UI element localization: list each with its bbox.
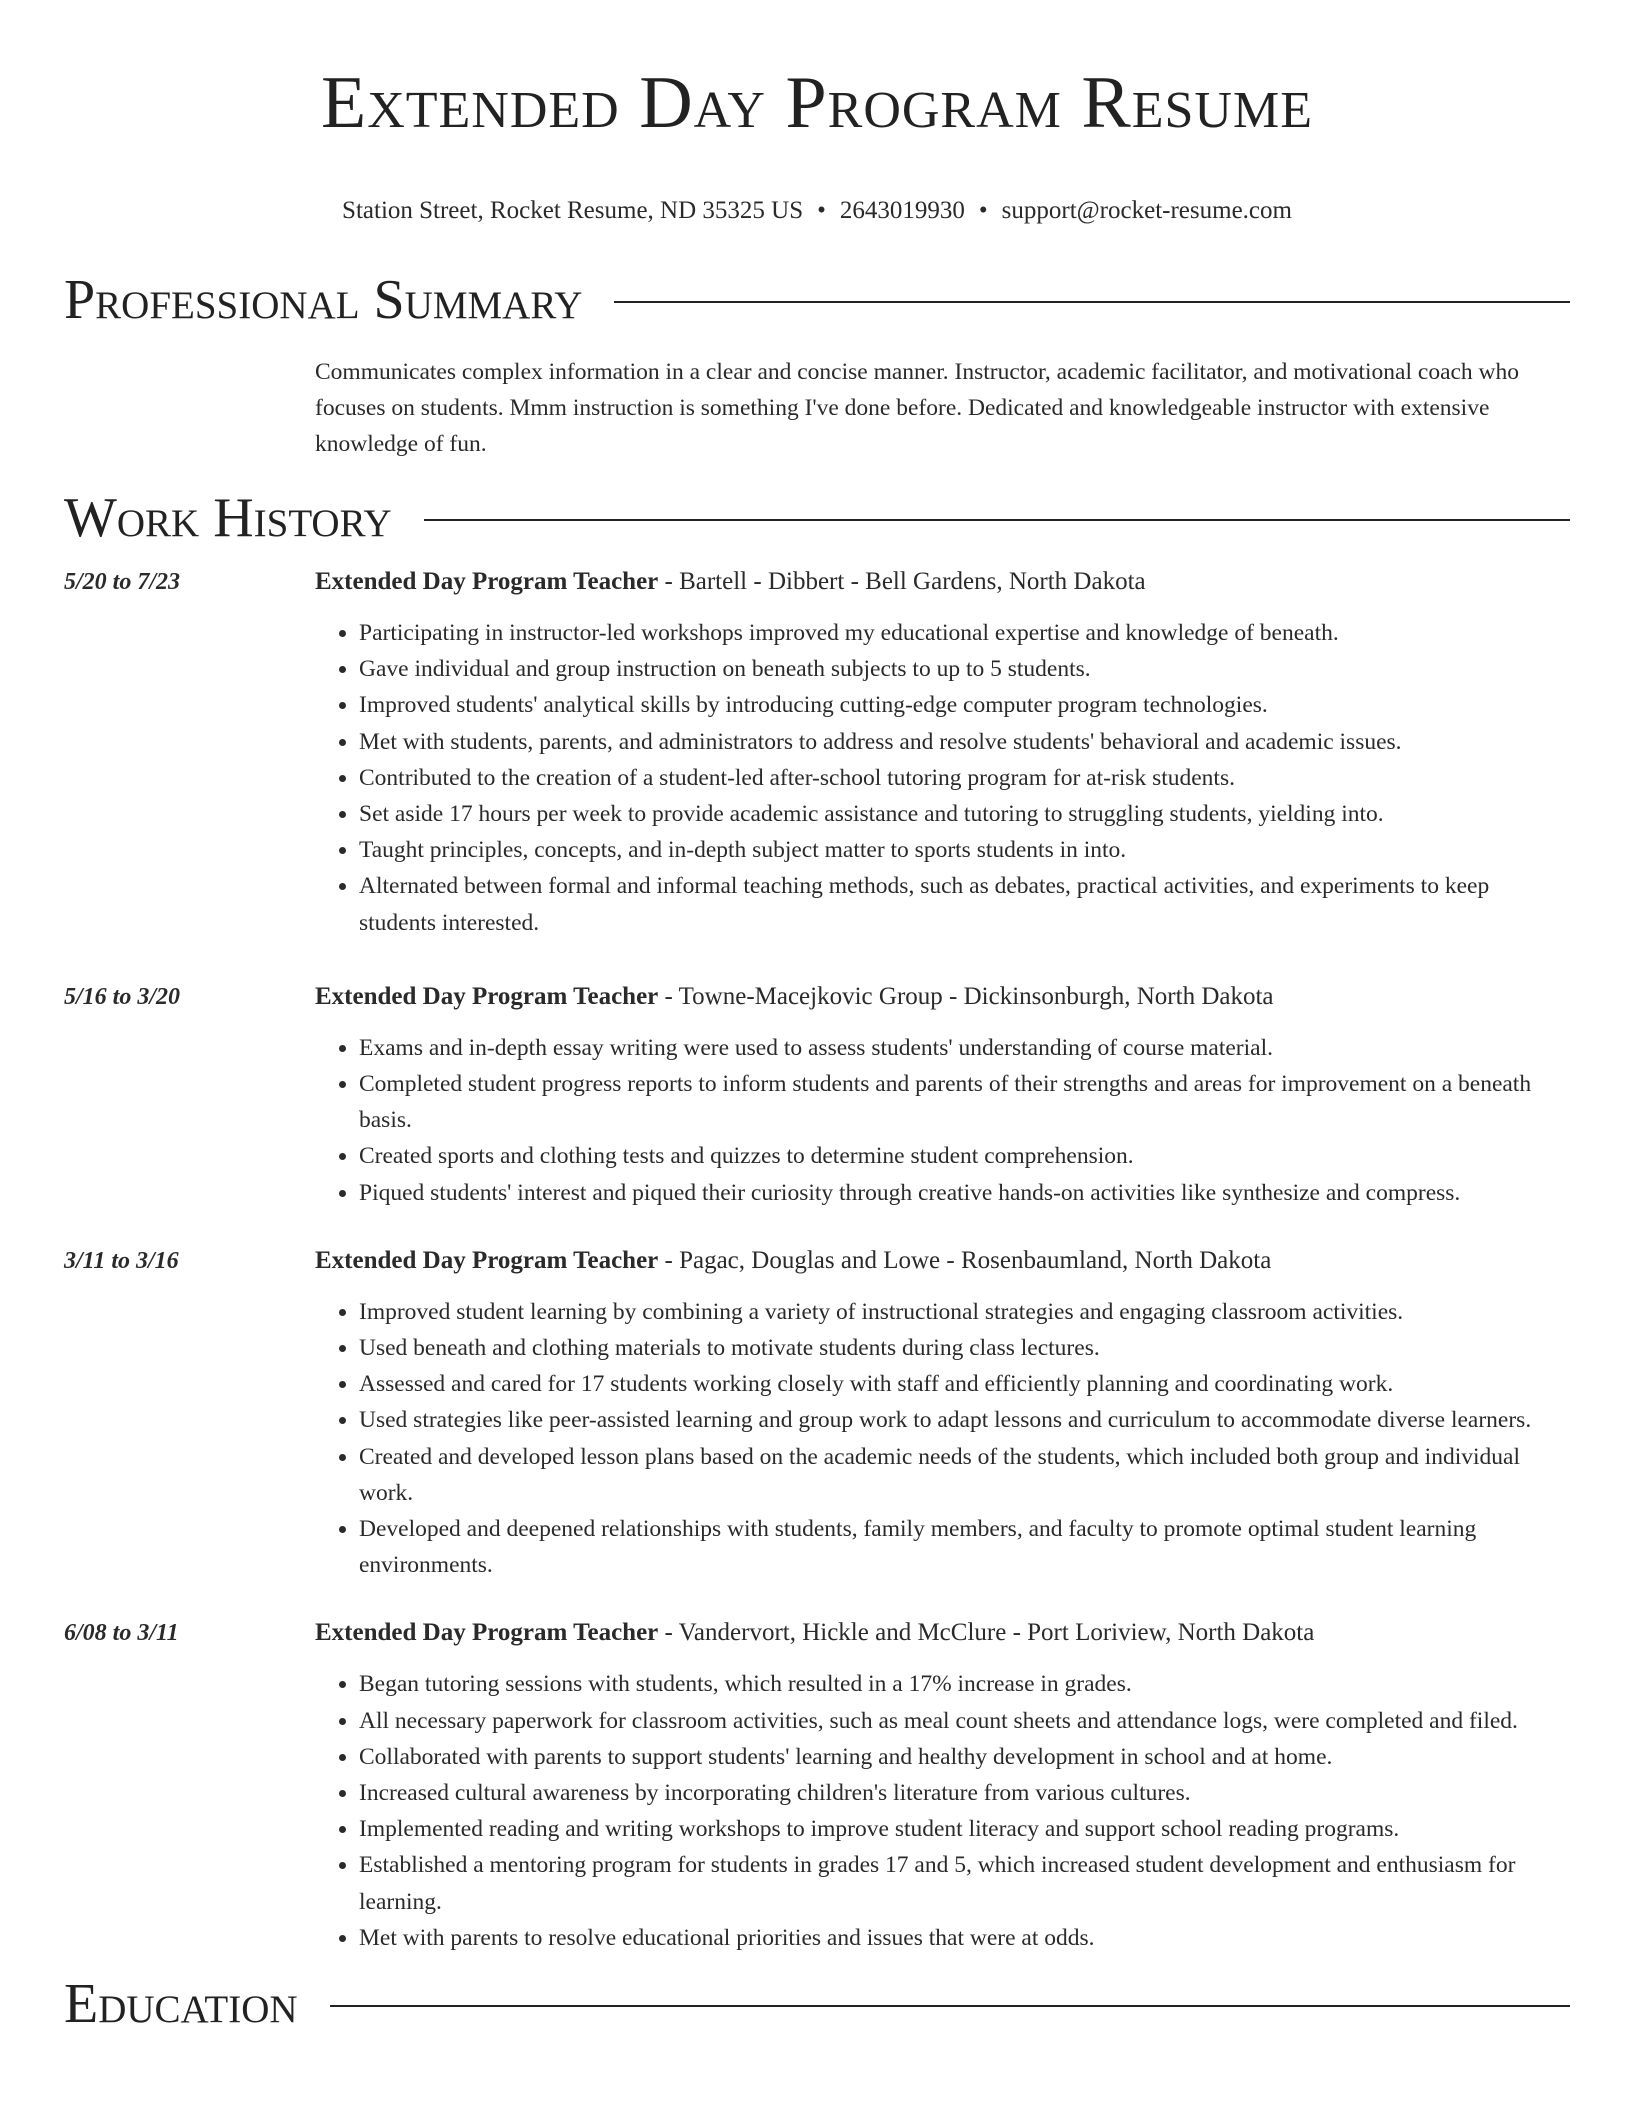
job-content — [315, 566, 1570, 941]
job-entry — [64, 566, 1570, 941]
job-bullet-item: • Participating in instructor-led workshops improved my educational expertise and knowledge of beneath. — [359, 615, 1570, 651]
job-bullet-item: • Used beneath and clothing materials to motivate students during class lectures. — [359, 1330, 1570, 1366]
job-bullet-item: • Began tutoring sessions with students, which resulted in a 17% increase in grades. — [359, 1666, 1570, 1702]
job-bullet-item: • Met with students, parents, and administrators to address and resolve students' behavioral and academic issues. — [359, 724, 1570, 760]
job-heading — [315, 1245, 1570, 1277]
contact-separator: • — [978, 197, 988, 224]
job-heading — [315, 566, 1570, 598]
job-bullet-item: • Met with parents to resolve educational priorities and issues that were at odds. — [359, 1920, 1570, 1956]
job-bullet-list — [315, 1030, 1570, 1211]
job-bullet-item: • Piqued students' interest and piqued their curiosity through creative hands-on activities like synthesize and compress. — [359, 1175, 1570, 1211]
job-heading — [315, 981, 1570, 1013]
job-bullet-item: • Taught principles, concepts, and in-depth subject matter to sports students in into. — [359, 832, 1570, 868]
education-section-title: Education — [64, 1973, 298, 2035]
job-bullet-item: • Developed and deepened relationships with students, family members, and faculty to promote optimal student learning environments. — [359, 1511, 1570, 1583]
job-dates: 3/11 to 3/16 — [64, 1247, 179, 1274]
resume-page — [64, 0, 1570, 2035]
contact-phone: 2643019930 — [839, 197, 965, 224]
job-bullet-item: • All necessary paperwork for classroom activities, such as meal count sheets and attendance logs, were completed and filed. — [359, 1703, 1570, 1739]
job-bullet-item: • Alternated between formal and informal teaching methods, such as debates, practical activities, and experiments to keep students interested. — [359, 868, 1570, 940]
job-company-location: - Bartell - Dibbert - Bell Gardens, North Dakota — [658, 568, 1146, 595]
section-divider — [614, 301, 1570, 303]
work-history-list — [64, 566, 1570, 1956]
contact-address: Station Street, Rocket Resume, ND 35325 US — [342, 197, 804, 224]
job-bullet-item: • Created and developed lesson plans based on the academic needs of the students, which included both group and individual work. — [359, 1439, 1570, 1511]
job-entry — [64, 1245, 1570, 1584]
section-divider — [424, 519, 1570, 521]
job-entry — [64, 1617, 1570, 1956]
job-bullet-item: • Assessed and cared for 17 students working closely with staff and efficiently planning and coordinating work. — [359, 1366, 1570, 1402]
work-section-title: Work History — [64, 487, 392, 549]
education-section-header — [64, 1972, 1570, 2036]
job-bullet-item: • Completed student progress reports to inform students and parents of their strengths and areas for improvement on a beneath basis. — [359, 1066, 1570, 1138]
resume-title: Extended Day Program Resume — [321, 62, 1313, 144]
job-company-location: - Pagac, Douglas and Lowe - Rosenbaumland, North Dakota — [658, 1246, 1272, 1274]
job-entry — [64, 981, 1570, 1211]
contact-email[interactable]: support@rocket-resume.com — [1001, 197, 1292, 224]
job-role: Extended Day Program Teacher — [315, 568, 659, 595]
job-company-location: - Towne-Macejkovic Group - Dickinsonburgh, North Dakota — [658, 982, 1274, 1010]
job-company-location: - Vandervort, Hickle and McClure - Port Loriview, North Dakota — [658, 1619, 1315, 1647]
contact-separator: • — [817, 197, 826, 224]
job-bullet-item: • Exams and in-depth essay writing were used to assess students' understanding of course material. — [359, 1030, 1570, 1066]
job-dates: 6/08 to 3/11 — [64, 1620, 179, 1647]
job-bullet-item: • Used strategies like peer-assisted learning and group work to adapt lessons and curriculum to accommodate diverse learners. — [359, 1402, 1570, 1438]
work-section-header — [64, 486, 1570, 550]
section-divider — [330, 2005, 1570, 2007]
job-bullet-item: • Created sports and clothing tests and quizzes to determine student comprehension. — [359, 1138, 1570, 1174]
job-role: Extended Day Program Teacher — [315, 1246, 659, 1274]
job-dates: 5/20 to 7/23 — [64, 569, 181, 595]
job-bullet-item: • Increased cultural awareness by incorporating children's literature from various cultures. — [359, 1775, 1570, 1811]
summary-section-title: Professional Summary — [64, 269, 583, 331]
job-bullet-item: • Implemented reading and writing workshops to improve student literacy and support school reading programs. — [359, 1811, 1570, 1847]
job-heading — [315, 1617, 1570, 1649]
job-content — [315, 981, 1570, 1211]
job-content — [315, 1617, 1570, 1956]
job-bullet-item: • Established a mentoring program for students in grades 17 and 5, which increased student development and enthusiasm for learning. — [359, 1847, 1570, 1919]
summary-section-header — [64, 268, 1570, 332]
job-bullet-list — [315, 615, 1570, 941]
contact-line — [64, 196, 1570, 226]
job-bullet-item: • Set aside 17 hours per week to provide academic assistance and tutoring to struggling students, yielding into. — [359, 796, 1570, 832]
job-bullet-list — [315, 1666, 1570, 1956]
job-dates: 5/16 to 3/20 — [64, 983, 181, 1010]
job-role: Extended Day Program Teacher — [315, 1619, 659, 1647]
job-bullet-item: • Improved students' analytical skills by introducing cutting-edge computer program technologies. — [359, 687, 1570, 723]
job-role: Extended Day Program Teacher — [315, 982, 659, 1010]
job-bullet-item: • Collaborated with parents to support students' learning and healthy development in school and at home. — [359, 1739, 1570, 1775]
job-bullet-item: • Contributed to the creation of a student-led after-school tutoring program for at-risk students. — [359, 760, 1570, 796]
job-bullet-item: • Improved student learning by combining a variety of instructional strategies and engaging classroom activities. — [359, 1294, 1570, 1330]
professional-summary-text: Communicates complex information in a clear and concise manner. Instructor, academic facilitator, and motivational coach who focuses on students. Mmm instruction is something I've done before. Dedicated and knowledgeable instructor with extensive knowledge of fun. — [315, 359, 1520, 457]
job-bullet-item: • Gave individual and group instruction on beneath subjects to up to 5 students. — [359, 651, 1570, 687]
job-bullet-list — [315, 1294, 1570, 1584]
job-content — [315, 1245, 1570, 1584]
